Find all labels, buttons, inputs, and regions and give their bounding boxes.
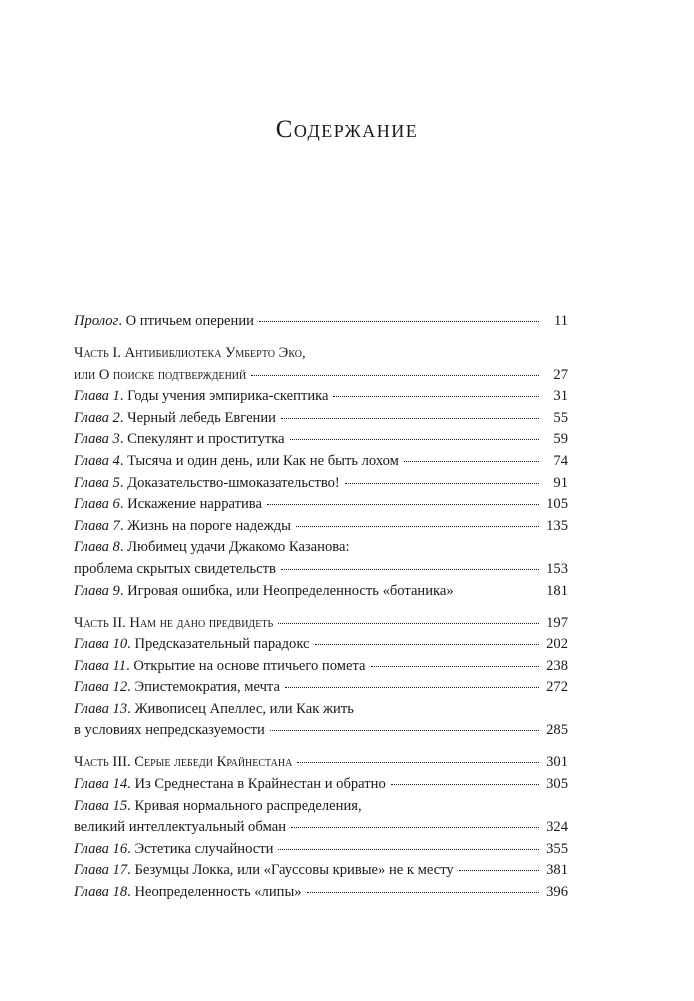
toc-entry xyxy=(74,559,568,581)
toc-entry-separator: . xyxy=(127,884,135,901)
toc-page-number: 11 xyxy=(553,313,568,329)
dot-leader xyxy=(259,320,539,322)
toc-entry-title: Неопределенность «липы» xyxy=(134,884,302,901)
toc-entry-separator: . xyxy=(119,388,128,405)
toc-page-number: 91 xyxy=(553,474,568,491)
dot-leader xyxy=(281,417,539,419)
toc-entry-label: Глава 4 xyxy=(74,452,120,469)
toc-entry-separator: . xyxy=(119,539,128,556)
toc-page-number: 74 xyxy=(553,452,568,469)
toc-page-number: 301 xyxy=(546,754,568,771)
toc-page-number: 197 xyxy=(546,614,568,631)
dot-leader xyxy=(345,482,539,484)
toc-entry-title: Игровая ошибка, или Неопределенность «ботаника» xyxy=(127,582,454,599)
toc-entry-label: Глава 17 xyxy=(74,862,128,879)
toc-entry-title: великий интеллектуальный обман xyxy=(74,819,287,836)
toc-entry-title: Эстетика случайности xyxy=(134,840,274,857)
toc-entry-label: Пролог xyxy=(74,313,119,329)
dot-leader xyxy=(278,848,539,850)
dot-leader xyxy=(291,826,539,828)
dot-leader xyxy=(251,374,539,376)
toc-page-number: 55 xyxy=(553,409,568,426)
toc-entry xyxy=(74,311,568,333)
toc-entry xyxy=(74,494,568,516)
dot-leader xyxy=(297,761,539,763)
toc-entry-separator: . xyxy=(119,582,128,599)
toc-page-number: 27 xyxy=(553,366,568,383)
toc-entry-separator: . xyxy=(119,409,128,426)
toc-entry-title: проблема скрытых свидетельств xyxy=(74,560,276,577)
toc-entry-separator: . xyxy=(126,657,134,674)
toc-entry-title: Серые лебеди Крайнестана xyxy=(134,754,293,771)
toc-entry-separator: . xyxy=(127,679,135,696)
toc-entry-separator: . xyxy=(119,517,128,534)
table-of-contents xyxy=(74,311,568,904)
toc-entry-label: Глава 3 xyxy=(74,431,120,448)
dot-leader xyxy=(270,729,539,731)
toc-entry-label: Глава 10 xyxy=(74,636,128,653)
toc-entry xyxy=(74,613,568,635)
toc-entry-label: Глава 16 xyxy=(74,840,128,857)
toc-entry xyxy=(74,677,568,699)
toc-page-number: 59 xyxy=(553,431,568,448)
dot-leader xyxy=(315,643,539,645)
toc-entry-title: Тысяча и один день, или Как не быть лохом xyxy=(127,452,399,469)
toc-entry-separator: . xyxy=(119,452,128,469)
toc-entry-label: Глава 13 xyxy=(74,700,128,717)
dot-leader xyxy=(404,460,539,462)
toc-entry xyxy=(74,516,568,538)
toc-entry-title: в условиях непредсказуемости xyxy=(74,722,265,739)
toc-entry-title: Искажение нарратива xyxy=(127,496,262,513)
toc-entry-title: Живописец Апеллес, или Как жить xyxy=(134,700,354,717)
toc-entry xyxy=(74,720,568,742)
toc-page-number: 181 xyxy=(546,582,568,599)
toc-entry-label: Глава 6 xyxy=(74,496,120,513)
toc-entry-label: Глава 15 xyxy=(74,797,128,814)
toc-entry-title: Годы учения эмпирика-скептика xyxy=(127,388,329,405)
dot-leader xyxy=(267,503,539,505)
toc-entry-separator: . xyxy=(127,840,135,857)
toc-entry-title: Эпистемократия, мечта xyxy=(134,679,280,696)
toc-entry-title: О птичьем оперении xyxy=(125,313,254,329)
toc-entry xyxy=(74,408,568,430)
toc-entry-label: Глава 14 xyxy=(74,776,128,793)
toc-entry-separator: . xyxy=(127,700,135,717)
toc-page-number: 238 xyxy=(546,657,568,674)
toc-entry-label: Глава 8 xyxy=(74,539,120,556)
page-title: Содержание xyxy=(275,116,419,143)
toc-entry xyxy=(74,429,568,451)
toc-page-number: 153 xyxy=(546,560,568,577)
toc-entry xyxy=(74,752,568,774)
toc-entry xyxy=(74,817,568,839)
dot-leader xyxy=(459,869,539,871)
toc-entry-title: Антибиблиотека Умберто Эко, xyxy=(124,344,306,361)
toc-entry-separator: . xyxy=(127,776,135,793)
toc-entry-separator: . xyxy=(119,496,128,513)
toc-entry-title: Черный лебедь Евгении xyxy=(127,409,276,426)
toc-entry-title: Любимец удачи Джакомо Казанова: xyxy=(127,539,350,556)
toc-page-number: 396 xyxy=(546,884,568,901)
toc-entry-title: Открытие на основе птичьего помета xyxy=(133,657,366,674)
toc-entry xyxy=(74,656,568,678)
toc-entry-label: Глава 1 xyxy=(74,388,120,405)
toc-page-number: 272 xyxy=(546,679,568,696)
toc-entry-title: Доказательство-шмоказательство! xyxy=(127,474,340,491)
toc-entry-label: Глава 2 xyxy=(74,409,120,426)
dot-leader xyxy=(296,525,539,527)
toc-entry-separator: . xyxy=(119,431,128,448)
toc-entry xyxy=(74,473,568,495)
toc-entry-title: Безумцы Локка, или «Гауссовы кривые» не к месту xyxy=(134,862,454,879)
dot-leader xyxy=(290,438,539,440)
toc-entry xyxy=(74,839,568,861)
toc-entry xyxy=(74,451,568,473)
toc-entry-title: Предсказательный парадокс xyxy=(134,636,310,653)
dot-leader xyxy=(278,622,539,624)
toc-entry-title: или О поиске подтверждений xyxy=(74,366,247,383)
dot-leader xyxy=(285,686,539,688)
toc-entry xyxy=(74,365,568,387)
dot-leader xyxy=(391,783,539,785)
toc-entry xyxy=(74,796,568,818)
dot-leader xyxy=(333,395,539,397)
toc-page-number: 381 xyxy=(546,862,568,879)
toc-entry xyxy=(74,343,568,365)
toc-page-number: 355 xyxy=(546,840,568,857)
toc-page-number: 135 xyxy=(546,517,568,534)
toc-entry-title: Жизнь на пороге надежды xyxy=(127,517,291,534)
toc-page-number: 105 xyxy=(546,496,568,513)
toc-entry-separator: . xyxy=(127,797,135,814)
toc-entry-label: Глава 7 xyxy=(74,517,120,534)
toc-entry xyxy=(74,386,568,408)
toc-entry-label: Глава 18 xyxy=(74,884,128,901)
toc-entry-title: Нам не дано предвидеть xyxy=(129,614,274,631)
dot-leader xyxy=(281,568,539,570)
toc-page-number: 202 xyxy=(546,636,568,653)
dot-leader xyxy=(307,891,539,893)
toc-entry-label: Глава 9 xyxy=(74,582,120,599)
toc-entry xyxy=(74,860,568,882)
toc-entry xyxy=(74,634,568,656)
toc-entry-title: Из Среднестана в Крайнестан и обратно xyxy=(134,776,386,793)
toc-entry xyxy=(74,882,568,904)
toc-entry-separator: . xyxy=(119,474,128,491)
toc-entry-label: Глава 12 xyxy=(74,679,128,696)
toc-entry-title: Кривая нормального распределения, xyxy=(134,797,362,814)
toc-entry-label: Глава 5 xyxy=(74,474,120,491)
toc-page-number: 285 xyxy=(546,722,568,739)
toc-entry xyxy=(74,699,568,721)
toc-entry-label: Часть I. xyxy=(74,344,125,361)
toc-page-number: 31 xyxy=(553,388,568,405)
toc-page-number: 305 xyxy=(546,776,568,793)
toc-entry-separator: . xyxy=(127,862,135,879)
toc-entry-separator: . xyxy=(127,636,135,653)
toc-entry-label: Глава 11 xyxy=(74,657,127,674)
toc-entry-label: Часть II. xyxy=(74,614,130,631)
dot-leader xyxy=(371,665,539,667)
toc-entry-title: Спекулянт и проститутка xyxy=(127,431,285,448)
toc-entry-label: Часть III. xyxy=(74,754,135,771)
toc-entry-separator: . xyxy=(118,313,126,329)
toc-entry xyxy=(74,581,568,603)
toc-page-number: 324 xyxy=(546,819,568,836)
toc-entry xyxy=(74,774,568,796)
toc-entry xyxy=(74,537,568,559)
